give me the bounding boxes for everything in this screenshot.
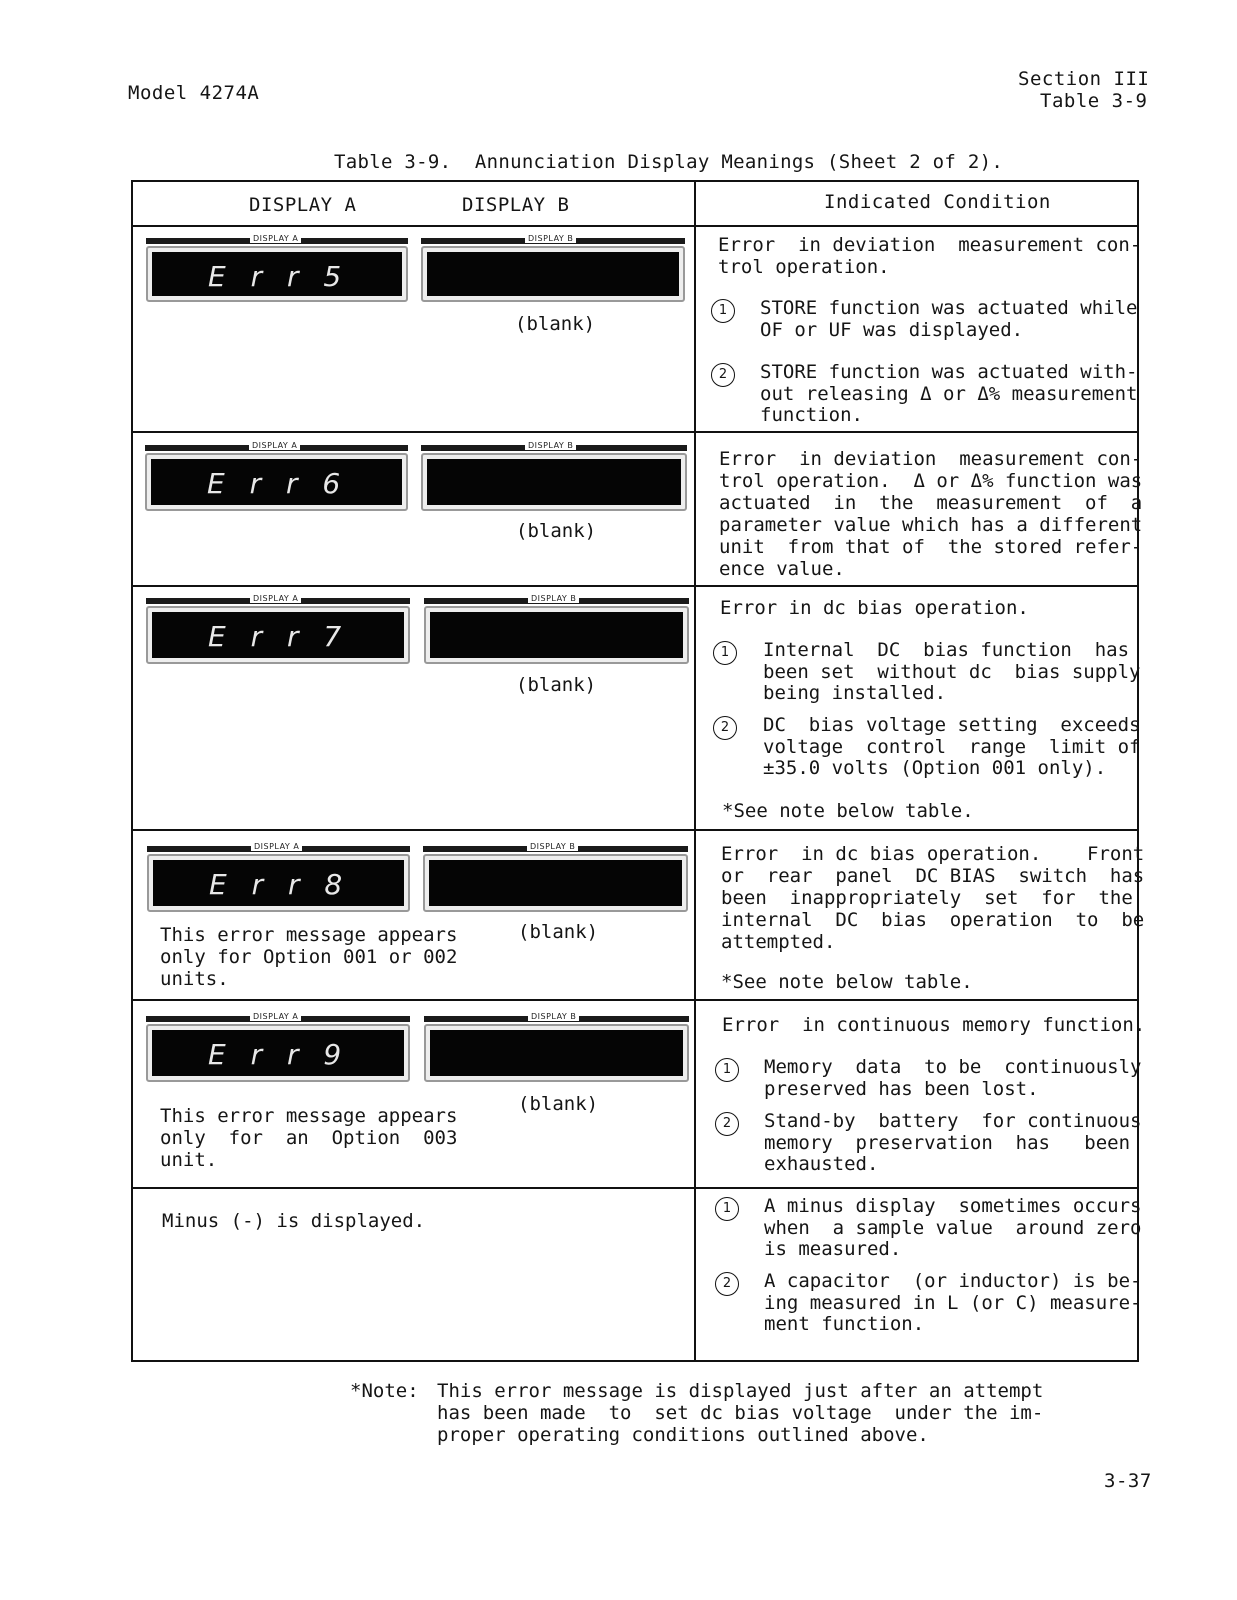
item-number: 2 <box>715 1112 739 1136</box>
see-note: *See note below table. <box>721 971 973 993</box>
condition-text: Error in deviation measurement con- trol operation. Δ or Δ% function was actuated in the measurement of a parameter value which has a different unit from that of the stored refer- ence value. <box>719 448 1143 580</box>
note-text: This error message is displayed just after an attempt has been made to set dc bias voltage under the im- proper operating conditions outlined above. <box>437 1380 1044 1446</box>
condition-text: Error in deviation measurement con- trol operation. <box>718 234 1142 278</box>
condition-item: A minus display sometimes occurs when a sample value around zero is measured. <box>764 1195 1142 1260</box>
table-caption: Table 3-9. Annunciation Display Meanings (Sheet 2 of 2). <box>334 151 1004 173</box>
display-b-panel: DISPLAY B <box>424 1016 689 1082</box>
item-number: 1 <box>715 1197 739 1221</box>
column-header-display-b: DISPLAY B <box>462 194 570 216</box>
model-label: Model 4274A <box>128 82 260 104</box>
condition-item: STORE function was actuated while OF or UF was displayed. <box>760 297 1138 341</box>
section-label: Section III <box>1018 68 1150 90</box>
condition-item: Stand-by battery for continuous memory preservation has been exhausted. <box>764 1110 1142 1175</box>
item-number: 2 <box>715 1272 739 1296</box>
display-b-panel: DISPLAY B <box>424 598 689 664</box>
error-code: E r r 6 <box>207 467 349 500</box>
blank-label: (blank) <box>516 520 597 542</box>
blank-label: (blank) <box>518 921 599 943</box>
condition-item: STORE function was actuated with- out releasing Δ or Δ% measurement function. <box>760 361 1138 426</box>
condition-item: DC bias voltage setting exceeds voltage control range limit of ±35.0 volts (Option 001 only). <box>763 714 1141 779</box>
column-header-display-a: DISPLAY A <box>249 194 357 216</box>
condition-item: A capacitor (or inductor) is be- ing measured in L (or C) measure- ment function. <box>764 1270 1142 1335</box>
display-a-panel: DISPLAY A E r r 9 <box>146 1016 410 1082</box>
option-note: This error message appears only for an Option 003 unit. <box>160 1105 458 1171</box>
display-a-panel: DISPLAY A E r r 7 <box>146 598 410 664</box>
table-ref-label: Table 3-9 <box>1040 90 1148 112</box>
condition-item: Internal DC bias function has been set without dc bias supply being installed. <box>763 639 1141 704</box>
condition-text: Error in dc bias operation. Front or rear panel DC BIAS switch has been inappropriately set for the internal DC bias operation to be attempted. <box>721 843 1145 953</box>
page-number: 3-37 <box>1104 1470 1152 1492</box>
item-number: 1 <box>713 641 737 665</box>
item-number: 2 <box>713 716 737 740</box>
condition-text: Error in continuous memory function. <box>722 1014 1146 1036</box>
item-number: 2 <box>711 363 735 387</box>
error-code: E r r 7 <box>208 620 350 653</box>
condition-text: Error in dc bias operation. <box>720 597 1029 619</box>
error-code: E r r 9 <box>208 1038 350 1071</box>
display-a-panel: DISPLAY A E r r 5 <box>146 238 408 302</box>
blank-label: (blank) <box>516 674 597 696</box>
display-b-panel: DISPLAY B <box>421 238 685 302</box>
see-note: *See note below table. <box>722 800 974 822</box>
item-number: 1 <box>711 299 735 323</box>
blank-label: (blank) <box>515 313 596 335</box>
option-note: This error message appears only for Option 001 or 002 units. <box>160 924 458 990</box>
display-a-panel: DISPLAY A E r r 8 <box>147 846 410 912</box>
note-label: *Note: <box>350 1380 419 1402</box>
error-code: E r r 5 <box>208 260 350 293</box>
option-note: Minus (-) is displayed. <box>162 1210 426 1232</box>
display-a-panel: DISPLAY A E r r 6 <box>145 445 408 511</box>
blank-label: (blank) <box>518 1093 599 1115</box>
item-number: 1 <box>715 1058 739 1082</box>
display-b-panel: DISPLAY B <box>421 445 687 511</box>
condition-item: Memory data to be continuously preserved has been lost. <box>764 1056 1142 1100</box>
display-b-panel: DISPLAY B <box>423 846 688 912</box>
column-header-condition: Indicated Condition <box>824 191 1051 213</box>
error-code: E r r 8 <box>209 868 351 901</box>
